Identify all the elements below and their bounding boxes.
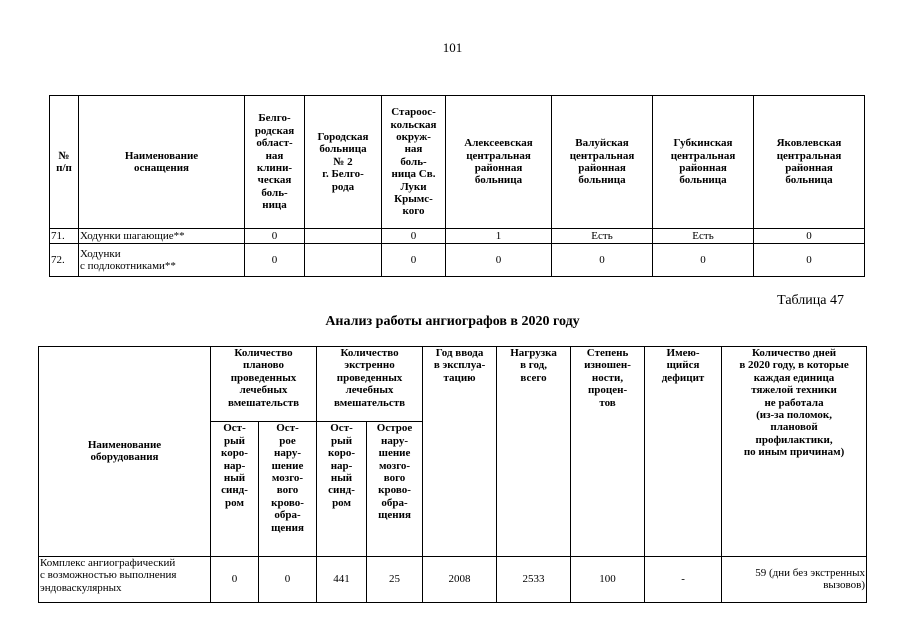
cell: Есть — [653, 229, 754, 244]
cell-equipment-name: Комплекс ангиографический с возможностью выполнения эндоваскулярных — [39, 556, 211, 602]
cell: Ходунки шагающие** — [79, 229, 245, 244]
page-number: 101 — [442, 40, 463, 55]
col-header-year: Год ввода в эксплуа- тацию — [423, 347, 497, 557]
cell: 72. — [50, 244, 79, 277]
angiograph-table — [38, 346, 867, 603]
cell: - — [645, 556, 722, 602]
cell: 0 — [259, 556, 317, 602]
cell: 59 (дни без экстренных вызовов) — [722, 556, 867, 602]
col-header-wear: Степень изношен- ности, процен- тов — [571, 347, 645, 557]
col-header-deficit: Имею- щийся дефицит — [645, 347, 722, 557]
col-header-planned-stroke: Ост- рое нару- шение мозго- вого крово- обра- щения — [259, 422, 317, 557]
col-header-stary-oskol: Староос- кольская окруж- ная боль- ница Св. Луки Крымс- кого — [382, 96, 446, 229]
cell: 1 — [446, 229, 552, 244]
col-header-gubkin: Губкинская центральная районная больница — [653, 96, 754, 229]
cell: 0 — [382, 229, 446, 244]
cell: 0 — [754, 244, 865, 277]
cell — [305, 229, 382, 244]
col-header-belgorod-city-2: Городская больница № 2 г. Белго- рода — [305, 96, 382, 229]
col-header-belgorod-regional: Белго- родская област- ная клини- ческая боль- ница — [245, 96, 305, 229]
cell: 441 — [317, 556, 367, 602]
col-header-days-idle: Количество дней в 2020 году, в которые каждая единица тяжелой техники не работала (из-за поломок, плановой профилактики, по иным причинам) — [722, 347, 867, 557]
cell: 0 — [552, 244, 653, 277]
cell: Есть — [552, 229, 653, 244]
table-row — [50, 244, 865, 277]
cell: 0 — [211, 556, 259, 602]
col-header-equipment: Наименование оснащения — [79, 96, 245, 229]
table-row — [39, 556, 867, 602]
page-title: Анализ работы ангиографов в 2020 году — [325, 314, 580, 329]
cell: Ходунки с подлокотниками** — [79, 244, 245, 277]
cell: 25 — [367, 556, 423, 602]
col-header-valuyki: Валуйская центральная районная больница — [552, 96, 653, 229]
col-header-number: № п/п — [50, 96, 79, 229]
col-header-emergency: Количество экстренно проведенных лечебных вмешательств — [317, 347, 423, 422]
cell: 100 — [571, 556, 645, 602]
col-header-load: Нагрузка в год, всего — [497, 347, 571, 557]
cell — [305, 244, 382, 277]
col-header-emergency-stroke: Острое нару- шение мозго- вого крово- обра- щения — [367, 422, 423, 557]
col-header-yakovlevo: Яковлевская центральная районная больница — [754, 96, 865, 229]
cell: 71. — [50, 229, 79, 244]
cell: 2533 — [497, 556, 571, 602]
col-header-emergency-acs: Ост- рый коро- нар- ный синд- ром — [317, 422, 367, 557]
equipment-table — [49, 95, 865, 277]
cell: 2008 — [423, 556, 497, 602]
cell: 0 — [245, 229, 305, 244]
cell: 0 — [446, 244, 552, 277]
col-header-planned-acs: Ост- рый коро- нар- ный синд- ром — [211, 422, 259, 557]
cell: 0 — [382, 244, 446, 277]
table-label: Таблица 47 — [777, 293, 844, 308]
col-header-alekseevka: Алексеевская центральная районная больница — [446, 96, 552, 229]
col-header-planned: Количество планово проведенных лечебных вмешательств — [211, 347, 317, 422]
cell: 0 — [754, 229, 865, 244]
cell: 0 — [653, 244, 754, 277]
cell: 0 — [245, 244, 305, 277]
col-header-equipment-name: Наименование оборудования — [39, 347, 211, 557]
table-row — [50, 229, 865, 244]
